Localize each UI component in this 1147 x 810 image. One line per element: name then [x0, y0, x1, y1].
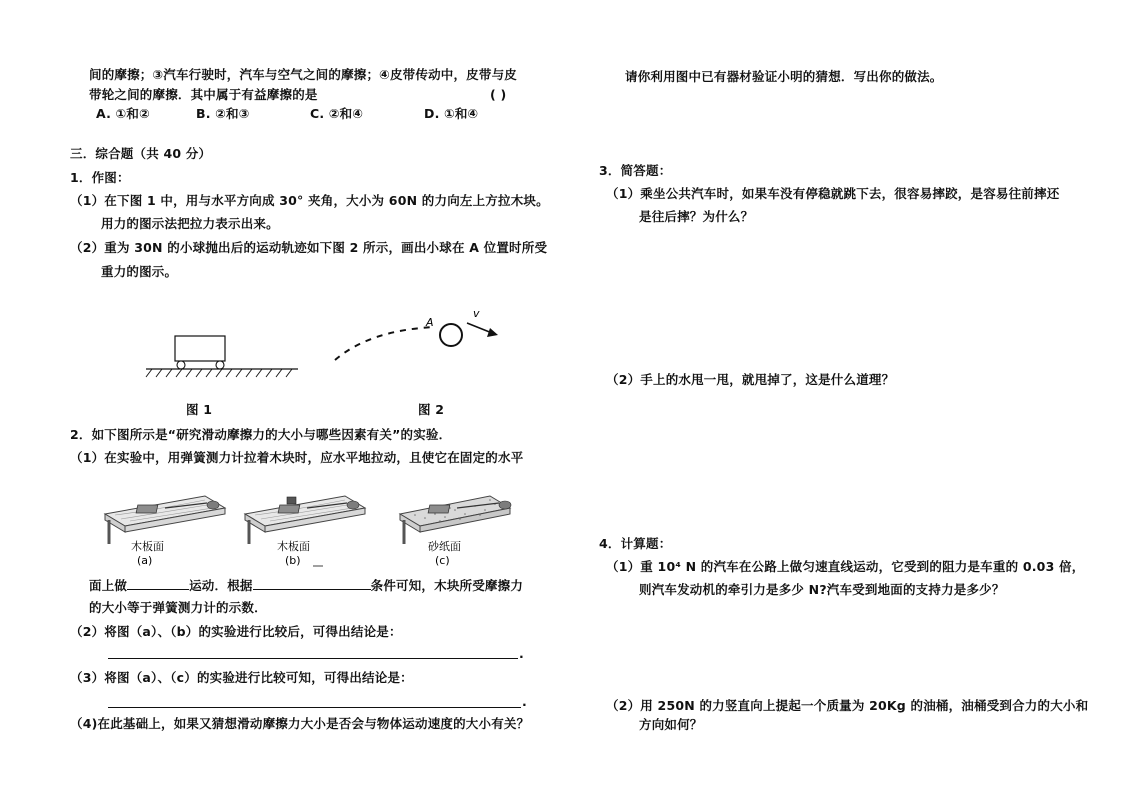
experiment-a — [105, 496, 225, 544]
exp-c-tag: (c) — [435, 554, 450, 567]
fig2-caption: 图 2 — [418, 402, 445, 417]
trajectory-path — [335, 327, 435, 360]
figure-1 — [140, 330, 305, 382]
ground-hatching — [146, 369, 292, 377]
answer-line-2[interactable] — [108, 658, 518, 659]
verify-instruction: 请你利用图中已有器材验证小明的猜想．写出你的做法。 — [625, 69, 943, 84]
q2-3: （3）将图（a）、（c）的实验进行比较可知，可得出结论是： — [70, 670, 413, 685]
velocity-arrow-shaft — [467, 323, 492, 333]
q2-title: 2．如下图所示是“研究滑动摩擦力的大小与哪些因素有关”的实验． — [70, 427, 452, 442]
fig1-caption: 图 1 — [186, 402, 213, 417]
option-c: C. ②和④ — [310, 106, 364, 121]
q4-1-line-1: （1）重 10⁴ N 的汽车在公路上做匀速直线运动，它受到的阻力是车重的 0.03 倍， — [606, 559, 1085, 574]
q3-1-line-2: 是往后摔？为什么？ — [639, 209, 754, 224]
q1-title: 1．作图： — [70, 170, 130, 185]
exp-b-tag: (b) — [285, 554, 301, 567]
point-a-label: A — [426, 316, 434, 329]
blank-condition[interactable] — [253, 576, 371, 590]
exp-c-surface: 砂纸面 — [428, 540, 461, 553]
ball-shape — [440, 324, 462, 346]
q2-1-text-a: 面上做 — [89, 578, 128, 593]
intro-line-1: 间的摩擦；③汽车行驶时，汽车与空气之间的摩擦；④皮带传动中，皮带与皮 — [89, 67, 517, 82]
block-shape — [175, 336, 225, 361]
q2-1-text-b: 运动．根据 — [189, 578, 253, 593]
option-d: D. ①和④ — [424, 106, 479, 121]
answer-line-2-dot: . — [519, 646, 524, 661]
wheel-left — [177, 361, 185, 369]
experiment-c — [400, 496, 511, 544]
q4-title: 4．计算题： — [599, 536, 672, 551]
wheel-right — [216, 361, 224, 369]
blank-motion[interactable] — [127, 576, 189, 590]
q4-1-line-2: 则汽车发动机的牵引力是多少 N?汽车受到地面的支持力是多少？ — [639, 582, 1005, 597]
figure-2 — [330, 305, 505, 365]
intro-line-2: 带轮之间的摩擦．其中属于有益摩擦的是 — [89, 87, 318, 102]
exp-b-surface: 木板面 — [277, 540, 310, 553]
q1-2-line-1: （2）重为 30N 的小球抛出后的运动轨迹如下图 2 所示，画出小球在 A 位置时所受 — [70, 240, 548, 255]
velocity-arrow-head — [487, 328, 498, 337]
q2-4: （4)在此基础上，如果又猜想滑动摩擦力大小是否会与物体运动速度的大小有关？ — [70, 716, 530, 731]
q2-1-line-3: 的大小等于弹簧测力计的示数． — [89, 600, 267, 615]
experiment-b — [245, 496, 365, 544]
answer-line-3[interactable] — [108, 707, 521, 708]
q3-2: （2）手上的水甩一甩，就甩掉了，这是什么道理？ — [606, 372, 895, 387]
option-b: B. ②和③ — [196, 106, 250, 121]
q1-1-line-2: 用力的图示法把拉力表示出来。 — [101, 216, 279, 231]
q2-1-text-c: 条件可知，木块所受摩擦力 — [370, 578, 524, 593]
q4-2-line-1: （2）用 250N 的力竖直向上提起一个质量为 20Kg 的油桶，油桶受到合力的大小和 — [606, 698, 1089, 713]
velocity-label: v — [473, 307, 480, 320]
q1-2-line-2: 重力的图示。 — [101, 264, 178, 279]
q3-1-line-1: （1）乘坐公共汽车时，如果车没有停稳就跳下去，很容易摔跤，是容易往前摔还 — [606, 186, 1060, 201]
experiment-figure — [95, 490, 525, 570]
section-title: 三．综合题（共 40 分） — [70, 146, 212, 161]
exp-a-surface: 木板面 — [131, 540, 164, 553]
q3-title: 3．简答题： — [599, 163, 672, 178]
exp-a-tag: (a) — [137, 554, 153, 567]
option-a: A. ①和② — [96, 106, 150, 121]
q2-2: （2）将图（a）、（b）的实验进行比较后，可得出结论是： — [70, 624, 402, 639]
q1-1-line-1: （1）在下图 1 中，用与水平方向成 30° 夹角，大小为 60N 的力向左上方拉木块。 — [70, 193, 549, 208]
q2-1-line-1: （1）在实验中，用弹簧测力计拉着木块时，应水平地拉动，且使它在固定的水平 — [70, 450, 524, 465]
q2-1-line-2 — [89, 576, 523, 594]
answer-paren: ( ) — [490, 87, 507, 102]
answer-line-3-dot: . — [522, 694, 527, 709]
q4-2-line-2: 方向如何？ — [639, 717, 703, 732]
